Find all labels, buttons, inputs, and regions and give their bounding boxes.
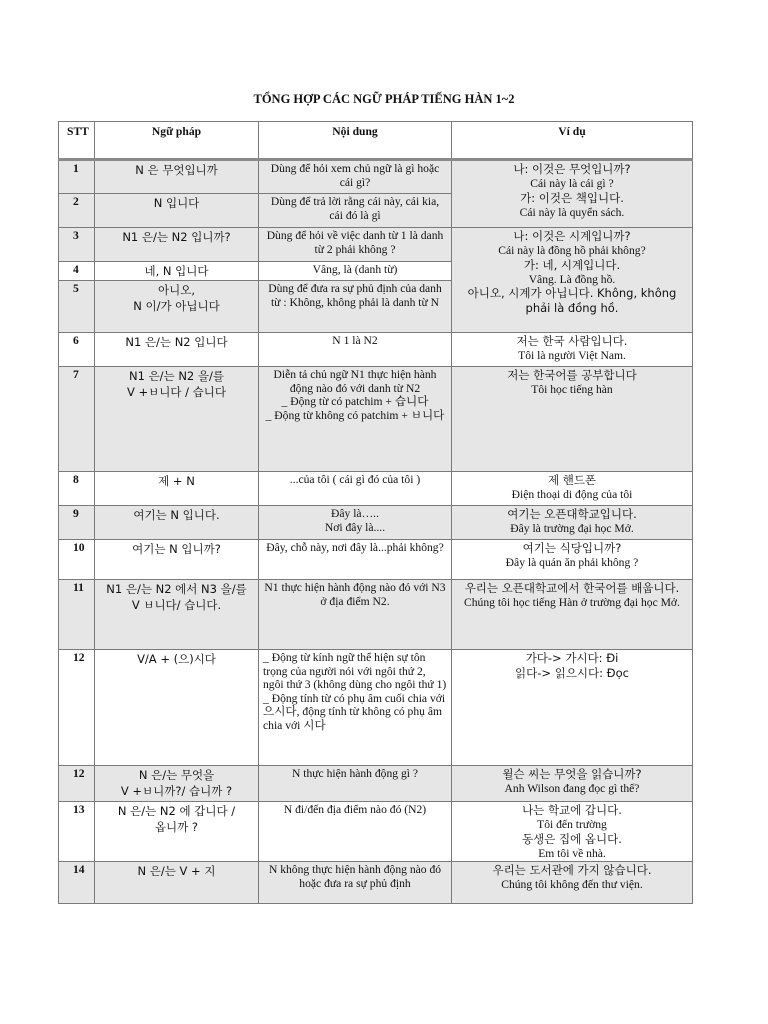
cell-grammar <box>95 333 259 367</box>
example-vietnamese-line: Tôi học tiếng hàn <box>531 383 613 396</box>
table-row <box>59 472 693 506</box>
grammar-line: 옵니까 ? <box>154 820 199 834</box>
example-vietnamese-line: Chúng tôi học tiếng Hàn ở trường đại học Mở. <box>464 596 680 609</box>
content-line: Dùng để hỏi về việc danh từ 1 là danh từ 2 phải không ? <box>266 229 444 256</box>
table-row <box>59 766 693 802</box>
example-vietnamese-line: Tôi là người Việt Nam. <box>518 349 626 362</box>
grammar-line: 네, N 입니다 <box>144 264 209 278</box>
grammar-line: V ㅂ니다/ 습니다. <box>131 598 222 612</box>
header-example: Ví dụ <box>452 122 693 160</box>
grammar-line: V +ㅂ니까?/ 습니까 ? <box>120 784 233 798</box>
grammar-line: 아니오, <box>158 283 195 297</box>
grammar-line: N 은/는 무엇을 <box>138 768 215 782</box>
cell-grammar <box>95 506 259 540</box>
example-korean-line: 동생은 집에 옵니다. <box>522 831 622 846</box>
cell-content <box>259 281 452 333</box>
cell-stt: 1 <box>59 160 95 194</box>
table-header-row <box>59 122 693 160</box>
cell-stt: 6 <box>59 333 95 367</box>
cell-stt: 13 <box>59 802 95 862</box>
example-korean-line: 저는 한국어를 공부합니다 <box>507 368 637 382</box>
grammar-line: 제 + N <box>158 474 195 488</box>
table-row <box>59 580 693 650</box>
cell-content <box>259 367 452 472</box>
grammar-line: N1 은/는 N2 입니까? <box>122 230 231 244</box>
content-line: Dùng để đưa ra sự phủ định của danh từ : Không, không phải là danh từ N <box>268 282 442 309</box>
table-row <box>59 802 693 862</box>
example-korean-line: 우리는 오픈대학교에서 한국어를 배웁니다. <box>464 581 680 595</box>
header-content: Nội dung <box>259 122 452 160</box>
table-row <box>59 650 693 766</box>
content-line: Diễn tả chủ ngữ N1 thực hiện hành động nào đó với danh từ N2 <box>273 368 437 395</box>
cell-grammar <box>95 194 259 228</box>
cell-example <box>452 580 693 650</box>
table-row <box>59 862 693 904</box>
content-line: ...của tôi ( cái gì đó của tôi ) <box>289 473 421 486</box>
cell-example-merged <box>452 228 693 333</box>
cell-example <box>452 333 693 367</box>
grammar-line: V +ㅂ니다 / 습니다 <box>127 385 226 399</box>
cell-example-merged <box>452 160 693 228</box>
table-body <box>59 160 693 904</box>
example-korean-line: 윌슨 씨는 무엇을 읽습니까? <box>502 767 642 781</box>
example-korean-line: 가: 네, 시계입니다. <box>523 257 621 272</box>
header-stt: STT <box>59 122 95 160</box>
example-vietnamese-line: Vâng. Là đồng hồ. <box>528 272 616 286</box>
example-korean-line: 제 핸드폰 <box>547 473 597 487</box>
cell-content <box>259 802 452 862</box>
cell-stt: 12 <box>59 650 95 766</box>
grammar-line: N1 은/는 N2 을/를 <box>129 369 224 383</box>
cell-stt: 11 <box>59 580 95 650</box>
cell-content <box>259 228 452 262</box>
cell-stt: 2 <box>59 194 95 228</box>
cell-grammar <box>95 650 259 766</box>
cell-example <box>452 766 693 802</box>
grammar-line: N1 은/는 N2 입니다 <box>125 335 228 349</box>
example-korean-line: 아니오, 시계가 아닙니다. Không, không phải là đồng hồ. <box>467 286 677 316</box>
cell-grammar <box>95 228 259 262</box>
cell-example <box>452 540 693 580</box>
cell-grammar <box>95 367 259 472</box>
content-line: Đây là….. <box>331 507 379 520</box>
table-row <box>59 333 693 367</box>
content-line: _ Động từ kính ngữ thể hiện sự tôn trọng của người nói với ngôi thứ 2, ngôi thứ 3 (không dùng cho ngôi thứ 1) <box>263 651 447 692</box>
cell-stt: 10 <box>59 540 95 580</box>
example-korean-line: 여기는 식당입니까? <box>522 541 622 555</box>
cell-grammar <box>95 580 259 650</box>
cell-grammar <box>95 540 259 580</box>
example-vietnamese-line: Anh Wilson đang đọc gì thế? <box>504 782 640 795</box>
table-row <box>59 228 693 262</box>
cell-grammar <box>95 766 259 802</box>
page-title: TỔNG HỢP CÁC NGỮ PHÁP TIẾNG HÀN 1~2 <box>253 92 515 106</box>
example-vietnamese-line: Em tôi về nhà. <box>538 846 606 860</box>
grammar-line: N 이/가 아닙니다 <box>133 299 220 313</box>
example-korean-line: 읽다-> 읽으시다: Đọc <box>515 666 629 680</box>
example-vietnamese-line: Cái này là cái gì ? <box>530 177 614 190</box>
cell-grammar <box>95 802 259 862</box>
cell-content <box>259 160 452 194</box>
example-korean-line: 여기는 오픈대학교입니다. <box>507 507 637 521</box>
cell-content <box>259 862 452 904</box>
cell-example <box>452 367 693 472</box>
grammar-table <box>58 121 693 904</box>
grammar-line: V/A + (으)시다 <box>137 652 216 666</box>
example-korean-line: 나는 학교에 갑니다. <box>522 803 622 817</box>
cell-stt: 5 <box>59 281 95 333</box>
cell-content <box>259 650 452 766</box>
cell-example <box>452 802 693 862</box>
cell-stt: 3 <box>59 228 95 262</box>
grammar-line: N 은 무엇입니까 <box>135 163 218 177</box>
example-korean-line: 가다-> 가시다: Đi <box>525 651 619 665</box>
example-vietnamese-line: Đây là quán ăn phải không ? <box>505 556 639 569</box>
content-line: N không thực hiện hành động nào đó hoặc đưa ra sự phủ định <box>268 863 442 890</box>
header-grammar: Ngữ pháp <box>95 122 259 160</box>
cell-content <box>259 506 452 540</box>
table-row <box>59 506 693 540</box>
content-line: _ Động tính từ có phụ âm cuối chia với 으시다, động tính từ không có phụ âm chia với 시다 <box>263 691 446 732</box>
example-vietnamese-line: Tôi đến trường <box>537 818 607 831</box>
example-vietnamese-line: Cái này là quyển sách. <box>519 205 625 219</box>
content-line: N đi/đến địa điểm nào đó (N2) <box>283 803 427 816</box>
cell-example <box>452 472 693 506</box>
cell-content <box>259 766 452 802</box>
content-line: N thực hiện hành động gì ? <box>291 767 419 780</box>
cell-stt: 7 <box>59 367 95 472</box>
content-line: _ Động từ không có patchim + ㅂ니다 <box>265 408 445 422</box>
example-korean-line: 저는 한국 사람입니다. <box>516 334 628 348</box>
content-line: Vâng, là (danh từ) <box>312 263 398 276</box>
grammar-line: N 은/는 V + 지 <box>137 864 216 879</box>
grammar-line: N 은/는 N2 에 갑니다 / <box>117 804 236 818</box>
grammar-line: 여기는 N 입니다. <box>133 508 220 522</box>
example-vietnamese-line: Đây là trường đại học Mở. <box>510 522 634 535</box>
content-line: Dùng để trả lời rằng cái này, cái kia, cái đó là gì <box>270 195 440 222</box>
cell-content <box>259 580 452 650</box>
cell-grammar <box>95 160 259 194</box>
content-line: Đây, chỗ này, nơi đây là...phải không? <box>266 541 444 554</box>
cell-example <box>452 862 693 904</box>
cell-stt: 8 <box>59 472 95 506</box>
cell-example <box>452 506 693 540</box>
cell-stt: 12 <box>59 766 95 802</box>
table-row <box>59 367 693 472</box>
cell-content <box>259 333 452 367</box>
cell-content <box>259 472 452 506</box>
content-line: N 1 là N2 <box>332 334 378 347</box>
grammar-line: 여기는 N 입니까? <box>132 542 221 556</box>
grammar-line: N 입니다 <box>153 196 200 210</box>
example-vietnamese-line: Chúng tôi không đến thư viện. <box>501 878 643 892</box>
cell-content <box>259 540 452 580</box>
cell-grammar <box>95 281 259 333</box>
example-vietnamese-line: Điện thoại di động của tôi <box>511 488 633 501</box>
table-row <box>59 540 693 580</box>
content-line: _ Động từ có patchim + 습니다 <box>281 395 429 409</box>
table-row <box>59 160 693 194</box>
cell-stt: 14 <box>59 862 95 904</box>
example-korean-line: 나: 이것은 시계입니까? <box>513 229 631 243</box>
cell-grammar <box>95 472 259 506</box>
content-line: N1 thực hiện hành động nào đó với N3 ở địa điểm N2. <box>264 581 446 608</box>
example-korean-line: 가: 이것은 책입니다. <box>520 190 624 205</box>
cell-stt: 4 <box>59 262 95 281</box>
cell-grammar <box>95 862 259 904</box>
cell-stt: 9 <box>59 506 95 540</box>
cell-grammar <box>95 262 259 281</box>
content-line: Nơi đây là.... <box>324 520 386 534</box>
content-line: Dùng để hỏi xem chủ ngữ là gì hoặc cái gì? <box>270 162 440 189</box>
cell-content <box>259 194 452 228</box>
example-korean-line: 우리는 도서관에 가지 않습니다. <box>492 863 652 878</box>
cell-content <box>259 262 452 281</box>
example-korean-line: 나: 이것은 무엇입니까? <box>513 162 631 176</box>
grammar-line: N1 은/는 N2 에서 N3 을/를 <box>106 582 247 596</box>
cell-example <box>452 650 693 766</box>
example-vietnamese-line: Cái này là đồng hồ phải không? <box>498 244 646 257</box>
